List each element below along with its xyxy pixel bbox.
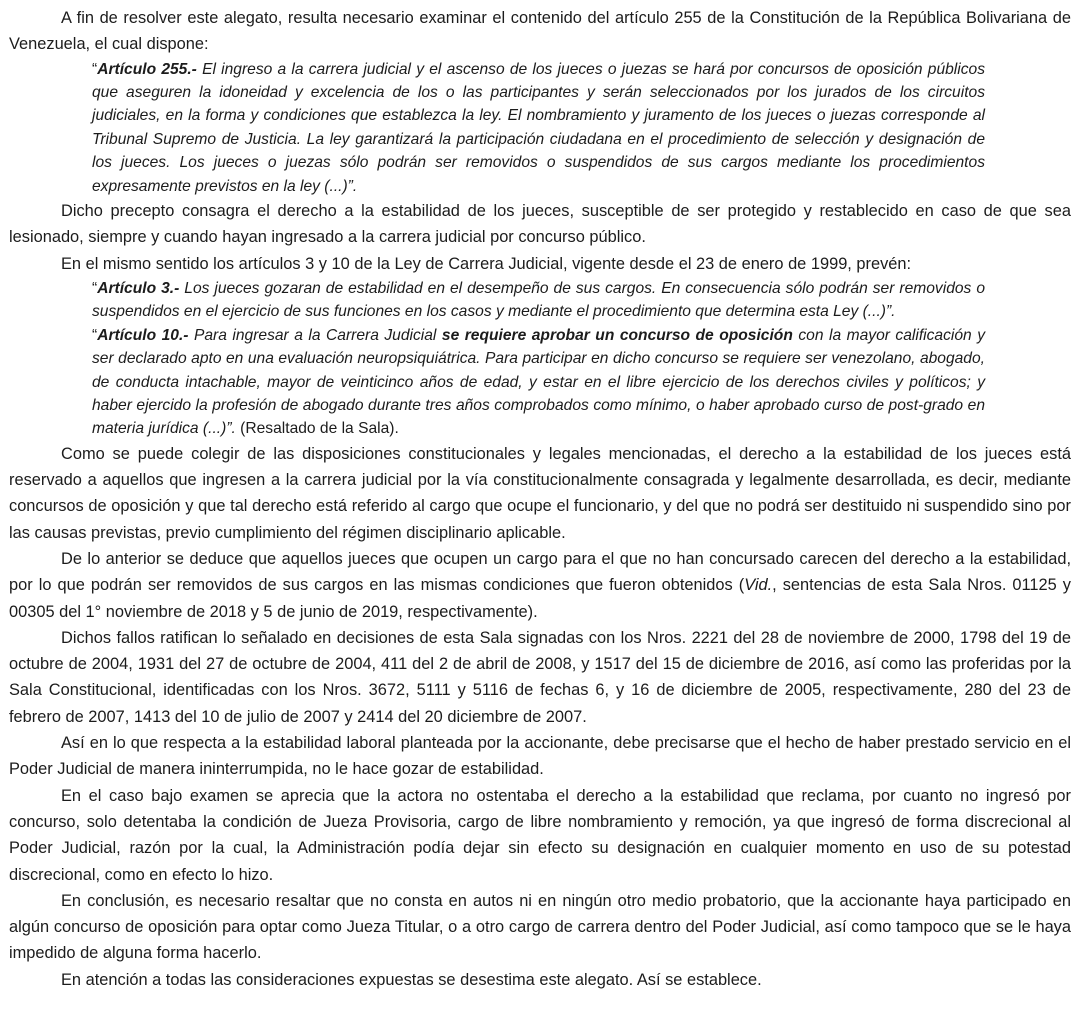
paragraph-deduce <box>9 546 1071 625</box>
quote-articulo-3 <box>9 277 1071 324</box>
paragraph-estabilidad-laboral: Así en lo que respecta a la estabilidad laboral planteada por la accionante, debe precisarse que el hecho de haber prestado servicio en el Poder Judicial de manera ininterrumpida, no le hace gozar de estabilidad. <box>9 734 1071 779</box>
quote-text-articulo-10-b: con la mayor calificación y ser declarado apto en una evaluación neuropsiquiátrica. Para participar en dicho concurso se requiere ser venezolano, abogado, de conducta intachable, mayor de veinticinco años de edad, y estar en el libre ejercicio de los derechos civiles y políticos; y haber ejercido la profesión de abogado durante tres años comprobados como mínimo, o haber aprobado curso de post-grado en materia jurídica (...)”. <box>92 326 985 438</box>
paragraph-deduce-b: , sentencias de esta Sala Nros. 01125 y 00305 del 1° noviembre de 2018 y 5 de junio de 2019, respectivamente). <box>9 576 1071 621</box>
quote-label-articulo-10: Artículo 10.- <box>97 326 189 344</box>
quote-articulo-10 <box>9 324 1071 441</box>
paragraph-intro-art-255: A fin de resolver este alegato, resulta necesario examinar el contenido del artículo 255 de la Constitución de la República Bolivariana de Venezuela, el cual dispone: <box>9 9 1071 54</box>
quote-bold-concurso: se requiere aprobar un concurso de oposición <box>441 326 793 344</box>
quote-open-mark: “ <box>92 279 98 297</box>
quote-articulo-255 <box>9 58 1071 198</box>
paragraph-deduce-vid: Vid. <box>744 576 773 595</box>
quote-open-mark: “ <box>92 326 98 344</box>
paragraph-desestima: En atención a todas las consideraciones expuestas se desestima este alegato. Así se establece. <box>61 970 762 989</box>
paragraph-conclusion: En conclusión, es necesario resaltar que no consta en autos ni en ningún otro medio probatorio, que la accionante haya participado en algún concurso de oposición para optar como Jueza Titular, o a otro cargo de carrera dentro del Poder Judicial, así como tampoco que se le haya impedido de alguna forma hacerlo. <box>9 891 1071 963</box>
paragraph-caso-examen: En el caso bajo examen se aprecia que la actora no ostentaba el derecho a la estabilidad que reclama, por cuanto no ingresó por concurso, solo detentaba la condición de Jueza Provisoria, cargo de libre nombramiento y remoción, ya que ingresó de forma discrecional al Poder Judicial, razón por la cual, la Administración podía dejar sin efecto su designación en cualquier momento en uso de su potestad discrecional, como en efecto lo hizo. <box>9 786 1071 884</box>
quote-label-articulo-3: Artículo 3.- <box>97 279 180 297</box>
quote-text-articulo-255: El ingreso a la carrera judicial y el ascenso de los jueces o juezas se hará por concursos de oposición públicos que aseguren la idoneidad y excelencia de los o las participantes y serán seleccionados por los jurados de los circuitos judiciales, en la forma y condiciones que establezca la ley. El nombramiento y juramento de los jueces o juezas corresponde al Tribunal Supremo de Justicia. La ley garantizará la participación ciudadana en el procedimiento de selección y designación de los jueces. Los jueces o juezas sólo podrán ser removidos o suspendidos de sus cargos mediante los procedimientos expresamente previstos en la ley (...)”. <box>92 60 985 195</box>
paragraph-ley-carrera-judicial: En el mismo sentido los artículos 3 y 10 de la Ley de Carrera Judicial, vigente desde el 23 de enero de 1999, prevén: <box>61 254 912 273</box>
quote-label-articulo-255: Artículo 255.- <box>97 60 197 78</box>
quote-text-articulo-10-a: Para ingresar a la Carrera Judicial <box>188 326 442 344</box>
paragraph-deduce-a: De lo anterior se deduce que aquellos jueces que ocupen un cargo para el que no han concursado carecen del derecho a la estabilidad, por lo que podrán ser removidos de sus cargos en las mismas condiciones que fueron obtenidos ( <box>9 549 1071 595</box>
quote-text-articulo-3: Los jueces gozaran de estabilidad en el desempeño de sus cargos. En consecuencia sólo podrán ser removidos o suspendidos en el ejercicio de sus funciones en los casos y mediante el procedimiento que determina esta Ley (...)”. <box>92 279 985 321</box>
paragraph-colegir: Como se puede colegir de las disposiciones constitucionales y legales mencionadas, el derecho a la estabilidad de los jueces está reservado a aquellos que ingresen a la carrera judicial por la vía constitucionalmente consagrada y legalmente desarrollada, es decir, mediante concursos de oposición y que tal derecho está referido al cargo que ocupe el funcionario, y del que no podrá ser destituido ni suspendido sino por las causas previstas, previo cumplimiento del régimen disciplinario aplicable. <box>9 444 1071 542</box>
paragraph-estabilidad-jueces: Dicho precepto consagra el derecho a la estabilidad de los jueces, susceptible de ser protegido y restablecido en caso de que sea lesionado, siempre y cuando hayan ingresado a la carrera judicial por concurso público. <box>9 202 1071 247</box>
quote-open-mark: “ <box>92 60 98 78</box>
quote-note-resaltado: (Resaltado de la Sala). <box>235 420 399 438</box>
paragraph-fallos: Dichos fallos ratifican lo señalado en decisiones de esta Sala signadas con los Nros. 2221 del 28 de noviembre de 2000, 1798 del 19 de octubre de 2004, 1931 del 27 de octubre de 2004, 411 del 2 de abril de 2008, y 1517 del 15 de diciembre de 2016, así como las proferidas por la Sala Constitucional, identificadas con los Nros. 3672, 5111 y 5116 de fechas 6, y 16 de diciembre de 2005, respectivamente, 280 del 23 de febrero de 2007, 1413 del 10 de julio de 2007 y 2414 del 20 diciembre de 2007. <box>9 628 1071 726</box>
